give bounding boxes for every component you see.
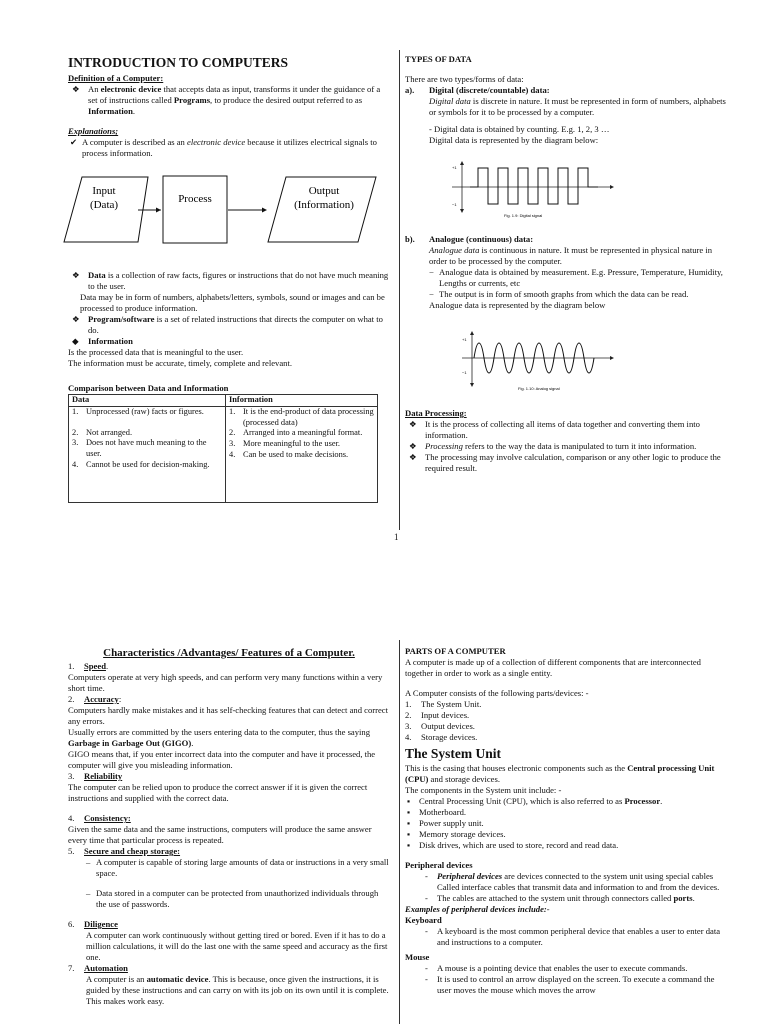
process-label: Process bbox=[178, 193, 212, 205]
definition-bullet: ❖ An electronic device that accepts data as input, transforms it under the guidance of a set of instructions called Programs, to produce the desired output referred to as Information. bbox=[72, 84, 381, 117]
speed-text: Computers operate at very high speeds, and can perform very many functions within a very short time. bbox=[68, 672, 383, 694]
types-intro: There are two types/forms of data: bbox=[405, 74, 524, 84]
mouse-dash-1: - A mouse is a pointing device that enables the user to execute commands. bbox=[425, 963, 688, 974]
consistency-text: Given the same data and the same instructions, computers will produce the same answer every time that particular process is repeated. bbox=[68, 824, 372, 846]
accuracy-text-2: Usually errors are committed by the users entering data to the computer, thus the saying Garbage in Garbage Out (GIGO). bbox=[68, 727, 371, 749]
consistency-heading: 4. Consistency: bbox=[68, 813, 131, 824]
digital-counting: - Digital data is obtained by counting. E.g. 1, 2, 3 … bbox=[429, 124, 610, 134]
list-item: 2. Arranged into a meaningful format. bbox=[229, 428, 363, 438]
explanation-bullet: ✔ A computer is described as an electronic device because it utilizes electrical signals to process information. bbox=[70, 137, 377, 159]
svg-text:−1: −1 bbox=[462, 370, 467, 375]
diligence-text: A computer can work continuously without getting tired or bored. Even if it has to do a million calculations, it will do the last one with the same speed and accuracy as the first one. bbox=[86, 930, 388, 963]
check-icon: ✔ bbox=[70, 137, 78, 148]
information-text-1: Is the processed data that is meaningful to the user. bbox=[68, 347, 244, 357]
digital-description: Digital data is discrete in nature. It must be represented in form of numbers, alphabets or symbols for it to be processed by a computer. bbox=[429, 96, 726, 117]
digital-diagram-intro: Digital data is represented by the diagram below: bbox=[429, 135, 599, 145]
fig-caption-digital: Fig. 1.9: Digital signal bbox=[504, 213, 543, 218]
digital-signal-figure bbox=[448, 160, 618, 222]
square-bullet-icon: ▪ bbox=[407, 829, 411, 840]
square-bullet-icon: ▪ bbox=[407, 840, 411, 851]
page-title: INTRODUCTION TO COMPUTERS bbox=[68, 55, 289, 70]
analogue-heading: b). Analogue (continuous) data: bbox=[405, 234, 534, 244]
data-text: Data may be in form of numbers, alphabets/letters, symbols, sound or images and can be processed to produce information. bbox=[80, 292, 385, 313]
system-unit-components-intro: The components in the System unit include: - bbox=[405, 785, 562, 796]
information-column-cell bbox=[226, 406, 378, 502]
comparison-heading: Comparison between Data and Information bbox=[68, 383, 229, 393]
diamond-bullet-icon: ❖ bbox=[72, 270, 80, 280]
plus-one-label: +1 bbox=[452, 165, 457, 170]
diligence-heading: 6. Diligence bbox=[68, 919, 118, 930]
list-item: 3. Does not have much meaning to the user. bbox=[72, 438, 207, 458]
process-shape bbox=[163, 176, 227, 243]
digital-heading: a). Digital (discrete/countable) data: bbox=[405, 85, 550, 95]
diamond-bullet-icon: ❖ bbox=[72, 84, 80, 95]
page1-left-column bbox=[68, 54, 390, 159]
list-item: 1. Unprocessed (raw) facts or figures. bbox=[72, 406, 204, 416]
characteristics-title: Characteristics /Advantages/ Features of a Computer. bbox=[103, 647, 355, 659]
mouse-heading: Mouse bbox=[405, 952, 430, 963]
page-number: 1 bbox=[394, 532, 399, 542]
reliability-text: The computer can be relied upon to produce the correct answer if it is given the correct instructions and supplied with the correct data. bbox=[68, 782, 368, 804]
accuracy-heading: 2. Accuracy: bbox=[68, 694, 122, 705]
output-label: Output bbox=[308, 185, 340, 197]
list-item: 1. The System Unit. bbox=[405, 699, 482, 709]
minus-one-label: −1 bbox=[452, 202, 457, 207]
column-divider bbox=[399, 640, 400, 1024]
storage-dash-1: – A computer is capable of storing large amounts of data or instructions in a very small space. bbox=[86, 857, 389, 879]
processing-bullet-1: ❖ It is the process of collecting all items of data together and converting them into information. bbox=[409, 419, 700, 440]
list-item: 3. Output devices. bbox=[405, 721, 475, 731]
list-item: ▪ Disk drives, which are used to store, record and read data. bbox=[407, 840, 619, 851]
processing-bullet-3: ❖ The processing may involve calculation, comparison or any other logic to produce the required result. bbox=[409, 452, 721, 473]
reliability-heading: 3. Reliability bbox=[68, 771, 123, 782]
peripheral-dash-2: - The cables are attached to the system unit through connectors called ports. bbox=[425, 893, 695, 904]
keyboard-dash: - A keyboard is the most common peripheral device that enables a user to enter data and instructions to a computer. bbox=[425, 926, 721, 948]
processing-bullet-2: ❖ Processing refers to the way the data is manipulated to turn it into information. bbox=[409, 441, 697, 451]
explanations-heading: Explanations; bbox=[68, 126, 119, 137]
column-divider bbox=[399, 50, 400, 530]
solid-diamond-icon: ◆ bbox=[72, 336, 79, 346]
list-item: ▪ Memory storage devices. bbox=[407, 829, 506, 840]
analogue-description: Analogue data is continuous in nature. It must be represented in physical nature in order to be processed by the computer. bbox=[429, 245, 713, 266]
fig-caption-analog: Fig. 1.10: Analog signal bbox=[518, 386, 560, 391]
keyboard-heading: Keyboard bbox=[405, 915, 442, 926]
list-item: 4. Can be used to make decisions. bbox=[229, 449, 349, 459]
table-header-information: Information bbox=[226, 395, 378, 407]
list-item: ▪ Power supply unit. bbox=[407, 818, 484, 829]
parts-intro: A computer is made up of a collection of different components that are interconnected together in order to work as a single entity. bbox=[405, 657, 701, 678]
analogue-diagram-intro: Analogue data is represented by the diagram below bbox=[429, 300, 606, 310]
list-item: 4. Storage devices. bbox=[405, 732, 478, 742]
input-sub-label: (Data) bbox=[89, 199, 119, 211]
data-processing-heading: Data Processing: bbox=[405, 408, 467, 418]
automation-text: A computer is an automatic device. This is because, once given the instructions, it is guided by these instructions and can carry on with its job on its own until it is complete. This makes work easy. bbox=[86, 974, 389, 1007]
square-bullet-icon: ▪ bbox=[407, 818, 411, 829]
data-column-cell bbox=[69, 406, 226, 502]
page1-right-column bbox=[405, 54, 727, 146]
input-label: Input bbox=[92, 185, 116, 197]
page1-right-analogue bbox=[405, 234, 727, 311]
square-bullet-icon: ▪ bbox=[407, 807, 411, 818]
analogue-dash-2: − The output is in form of smooth graphs from which the data can be read. bbox=[429, 289, 689, 299]
square-bullet-icon: ▪ bbox=[407, 796, 411, 807]
automation-heading: 7. Automation bbox=[68, 963, 128, 974]
diamond-bullet-icon: ❖ bbox=[409, 419, 417, 429]
page2-right-column bbox=[405, 646, 727, 996]
system-unit-text: This is the casing that houses electronic components such as the Central processing Unit (CPU) and storage devices. bbox=[405, 763, 715, 785]
analogue-dash-1: − Analogue data is obtained by measurement. E.g. Pressure, Temperature, Humidity, Lengths or currents, etc bbox=[429, 267, 723, 288]
svg-text:+1: +1 bbox=[462, 337, 467, 342]
data-bullet: ❖ Data is a collection of raw facts, figures or instructions that do not have much meaning to the user. bbox=[72, 270, 389, 291]
output-sub-label: (Information) bbox=[294, 199, 354, 211]
list-item: 2. Input devices. bbox=[405, 710, 470, 720]
mouse-dash-2: - It is used to control an arrow displayed on the screen. To execute a command the user moves the mouse which moves the arrow bbox=[425, 974, 715, 996]
page1-right-processing bbox=[405, 408, 727, 474]
list-item: 4. Cannot be used for decision-making. bbox=[72, 459, 210, 469]
speed-heading: 1. Speed. bbox=[68, 661, 109, 672]
list-item: 3. More meaningful to the user. bbox=[229, 439, 340, 448]
program-bullet: ❖ Program/software is a set of related instructions that directs the computer on what to do. bbox=[72, 314, 383, 335]
information-bullet: ◆ Information bbox=[72, 336, 133, 346]
types-of-data-heading: TYPES OF DATA bbox=[405, 54, 472, 64]
peripheral-heading: Peripheral devices bbox=[405, 860, 473, 871]
information-text-2: The information must be accurate, timely, complete and relevant. bbox=[68, 358, 292, 368]
peripheral-dash-1: - Peripheral devices are devices connected to the system unit using special cables Called interface cables that transmit data and information to and from the devices. bbox=[425, 871, 720, 893]
accuracy-text-3: GIGO means that, if you enter incorrect data into the computer and have it processed, the computer will give you misleading information. bbox=[68, 749, 376, 771]
storage-dash-2: – Data stored in a computer can be protected from unauthorized individuals through the use of passwords. bbox=[86, 888, 379, 910]
page2-left-column bbox=[68, 646, 390, 1007]
ipo-diagram bbox=[60, 172, 380, 248]
diamond-bullet-icon: ❖ bbox=[409, 441, 417, 451]
definition-heading: Definition of a Computer: bbox=[68, 73, 164, 84]
accuracy-text-1: Computers hardly make mistakes and it has self-checking features that can detect and correct any errors. bbox=[68, 705, 388, 727]
comparison-table bbox=[68, 394, 378, 503]
storage-heading: 5. Secure and cheap storage: bbox=[68, 846, 181, 857]
diamond-bullet-icon: ❖ bbox=[409, 452, 417, 462]
parts-list-intro: A Computer consists of the following parts/devices: - bbox=[405, 688, 589, 698]
table-header-data: Data bbox=[69, 395, 226, 407]
examples-heading: Examples of peripheral devices include:- bbox=[405, 904, 550, 915]
list-item: 2. Not arranged. bbox=[72, 427, 133, 437]
list-item: 1. It is the end-product of data processing (processed data) bbox=[229, 406, 374, 427]
digital-wave bbox=[470, 168, 598, 204]
page1-left-lower bbox=[68, 270, 390, 503]
diamond-bullet-icon: ❖ bbox=[72, 314, 80, 324]
list-item: ▪ Central Processing Unit (CPU), which is also referred to as Processor. bbox=[407, 796, 663, 807]
analog-signal-figure bbox=[458, 330, 618, 394]
system-unit-heading: The System Unit bbox=[405, 746, 502, 761]
parts-heading: PARTS OF A COMPUTER bbox=[405, 646, 506, 656]
list-item: ▪ Motherboard. bbox=[407, 807, 467, 818]
